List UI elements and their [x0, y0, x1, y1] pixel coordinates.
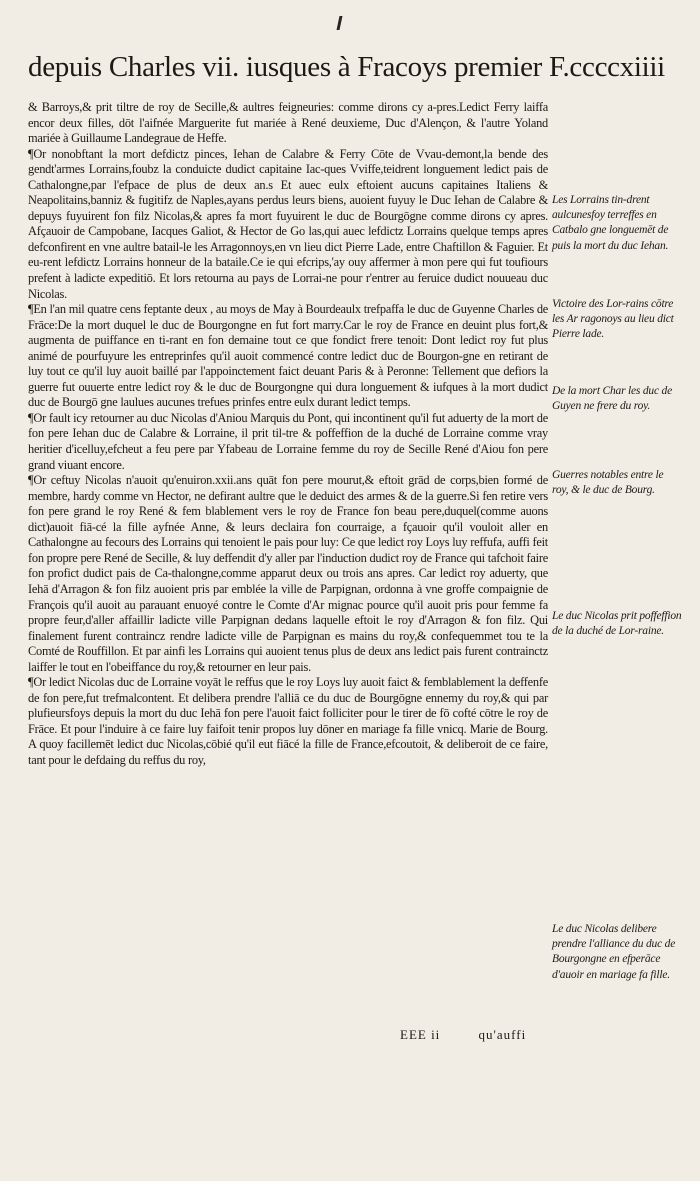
- running-header: depuis Charles vii. iusques à Fracoys premier F.ccccxiiii: [28, 51, 665, 83]
- page-footer: [400, 1027, 526, 1043]
- margin-note-4: Guerres notables entre le roy, & le duc de Bourg.: [552, 469, 664, 497]
- margin-note-6: Le duc Nicolas delibere prendre l'alliance du duc de Bourgongne en efperāce d'auoir en mariage fa fille.: [552, 923, 676, 981]
- paragraph-4: ¶Or fault icy retourner au duc Nicolas d'Aniou Marquis du Pont, qui incontinent qu'il fut aduerty de la mort de fon pere Iehan duc de Calabre & Lorraine, il prit til-tre & poffeffion de la duché de Lorraine comme vray heritier d'icelluy,efcheut a feu pere par Yfabeau de Lorraine femme du roy de Secille René d'Aiou fon pere grand viuant encore.: [28, 410, 548, 472]
- margin-note-2: Victoire des Lor-rains cōtre les Ar ragonoys au lieu dict Pierre lade.: [552, 298, 674, 341]
- ink-mark: [337, 16, 343, 30]
- margin-note-1: Les Lorrains tin-drent aulcunesfoy terreffes en Catbalo gne longuemēt de puis la mort du duc Iehan.: [552, 194, 669, 252]
- catchword: qu'auffi: [478, 1027, 527, 1042]
- paragraph-6: ¶Or ledict Nicolas duc de Lorraine voyāt le reffus que le roy Loys luy auoit faict & femblablement la deffenfe de fon pere,fut trefmalcontent. Et delibera prendre l'alliā ce du duc de Bourgōgne ennemy du roy,& qui par plufieursfoys depuis la mort du duc Iehā fon pere l'auoit faict folliciter pour le tirer de fō cofté cōtre le roy de Frāce. Et pour l'induire à ce faire luy faifoit tenir propos luy dōner en mariage fa fille vnicq. Marie de Bourg. A quoy facillemēt ledict duc Nicolas,cōbié qu'il eut fiācé la fille de France,efcoutoit, & deliberoit de ce faire, tant pour le defdaing du reffus du roy,: [28, 675, 548, 767]
- paragraph-5: ¶Or ceftuy Nicolas n'auoit qu'enuiron.xxii.ans quāt fon pere mourut,& eftoit grād de corps,bien formé de membre, hardy comme vn Hector, ne defirant aultre que le deduict des armes & de la guerre.Si fen retire vers fon pere grand le roy René & fem blablement vers le roy de France fon beau pere,duquel(comme auons dict)auoit fiā-cé la fille ayfnée Anne, & leurs declaira fon courraige, a fçauoir qu'il vouloit aller en Cathalongne au fecours des Lorrains qui tenoient le pais pour luy: Ce que ledict roy Loys luy reffufa, auffi feit fon propre pere René de Secille, & luy deffendit d'y aller par l'induction dudict roy de France qui tafchoit faire fon profict dudict pais de Ca-thalongne,comme apparut deux ou trois ans apres. Car ledict roy aduerty, que Iehā d'Arragon & fon filz auoient pris par emblée la ville de Parpignan, ordonna à vne groffe compaignie de François qu'il auoit au parauant enuoyé contre le Comte d'Ar mignac pource qu'il auoit pris pour femme fa propre feur,d'aller affaillir ladicte ville Parpignan dedans laquelle eftoit le roy d'Arragon & fon filz. Qui finalement furent contraincz rendre ladicte ville de Parpignan es mains du roy,& confequemmet tou te la Comté de Rouffillon. Et par ainfi les Lorrains qui auoient tenus plus de deux ans ledict pais furent contrainctz laiffer le tout en l'obeiffance du roy,& retourner en leur pais.: [28, 473, 548, 674]
- margin-note-3: De la mort Char les duc de Guyen ne frere du roy.: [552, 385, 673, 413]
- margin-note-5: Le duc Nicolas prit poffeffion de la duché de Lor-raine.: [552, 610, 682, 638]
- main-text-column: [28, 100, 548, 769]
- paragraph-2: ¶Or nonobftant la mort defdictz pinces, Iehan de Calabre & Ferry Cōte de Vvau-demont,la bende des gendt'armes Lorrains,foubz la conduicte dudict capitaine Iac-ques Vviffe,teidrent longuement ledict pais de Cathalongne,par l'efpace de plus de deux an.s Et auec eulx eftoient aucuns capitaines Italiens & Neapolitains,banniz & fugitifz de Naples,ayans perdus leurs biens, auoient fuyuy le Duc Iehan de Calabre & depuys fuyuirent fon filz Nicolas,& apres fa mort fuyuirent le duc de Bourgōgne comme dirons cy apres. Afçauoir de Campobane, Iacques Galiot, & Hector de Go las,qui auec lefdictz Lorrains quelque temps apres defconfirent en vne aultre batail-le les Arragonnoys,en vn lieu dict Pierre Lade, entre Chaftillon & Faguier. Et eu-rent lefdictz Lorrains honneur de la bataile.Ce ie qui efcrips,'ay ouy affermer à mon pere qui fut toufiours prefent à ladicte expeditiō. Et lors retourna au pays de Lorrai-ne pour r'entrer au feruice dudict nouueau duc Nicolas.: [28, 146, 548, 301]
- paragraph-1: & Barroys,& prit tiltre de roy de Secille,& aultres feigneuries: comme dirons cy a-pres.Ledict Ferry laiffa encor deux filles, dōt l'aifnée Marguerite fut mariée à René deuxieme, Duc d'Alençon, & l'autre Yoland mariée à Guillaume Landegraue de Heffe.: [28, 100, 548, 146]
- signature-mark: EEE ii: [400, 1027, 441, 1042]
- paragraph-3: ¶En l'an mil quatre cens feptante deux , au moys de May à Bourdeaulx trefpaffa le duc de Guyenne Charles de Frāce:De la mort duquel le duc de Bourgongne en fut fort marry.Car le roy de France en deuint plus fort,& augmenta de puiffance en ti-rant en fon demaine tout ce que fondict frere tenoit: Dont ledict roy fut plus animé de pourfuyure les entreprinfes qu'il auoit commencé contre ledict duc de Bourgon-gne en retirant de luy tout ce qu'il luy auoit baillé par l'appoinctement faict deuant Paris & à Peronne: Tellement que defiors la guerre fut ouuerte entre ledict roy & le duc de Bourgongne qui dura longuement & iufques à la mort dudict duc de Bourgō gne laulues aucunes trefues prinfes entre eulx durant ledict temps.: [28, 302, 549, 410]
